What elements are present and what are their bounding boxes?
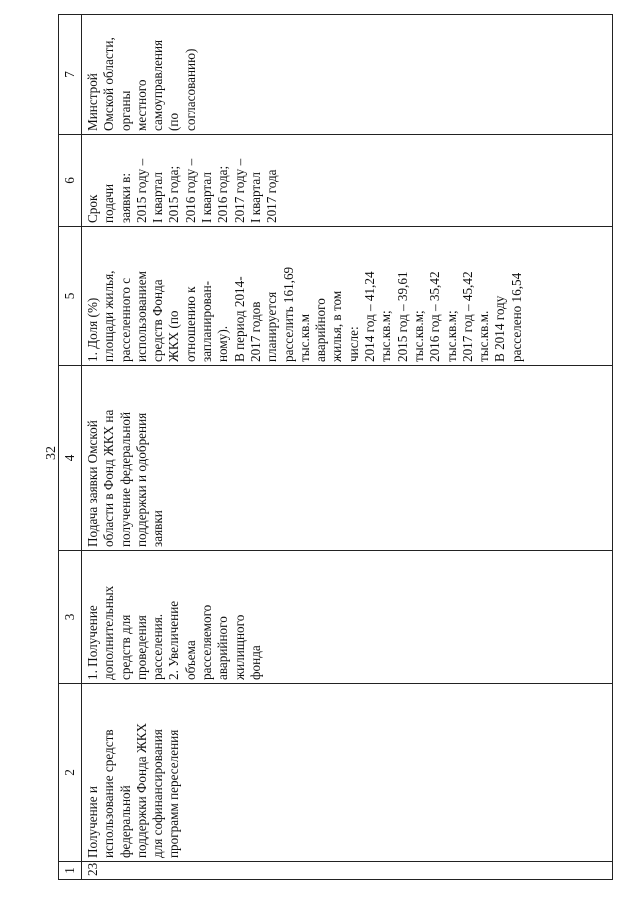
cell-line: I квартал — [150, 172, 166, 223]
cell-line: федеральной — [117, 785, 133, 858]
cell-line: тыс.кв.м. — [476, 310, 492, 362]
program-table — [58, 14, 613, 880]
cell-line: I квартал — [247, 172, 263, 223]
cell-line: подачи — [101, 184, 117, 223]
cell-row-number — [82, 862, 613, 880]
cell-line: 2016 году – — [182, 158, 198, 223]
cell-line: тыс.кв.м; — [410, 310, 426, 362]
cell-line: 2017 году – — [231, 158, 247, 223]
cell-line: жилищного — [231, 614, 247, 680]
col-header-6: 6 — [59, 135, 82, 227]
cell-line: для софинансирования — [150, 729, 166, 858]
cell-line: использование средств — [101, 729, 117, 858]
col-header-7: 7 — [59, 15, 82, 135]
cell-goals — [82, 551, 613, 684]
cell-line: аварийного — [215, 616, 231, 680]
cell-line: тыс.кв.м; — [378, 310, 394, 362]
header-row — [59, 15, 82, 880]
cell-line: В 2014 году — [492, 295, 508, 362]
cell-line: 2. Увеличение — [166, 600, 182, 680]
cell-line: области в Фонд ЖКХ на — [101, 409, 117, 547]
cell-line: Подача заявки Омской — [85, 420, 100, 547]
cell-line: Омской области, — [101, 37, 117, 131]
col-header-1: 1 — [59, 862, 82, 880]
cell-line: отношению к — [182, 286, 198, 362]
cell-line: дополнительных — [101, 585, 117, 680]
cell-line: расселенного с — [117, 277, 133, 362]
cell-line: 1. Получение — [85, 605, 100, 680]
cell-line: I квартал — [199, 172, 215, 223]
cell-line: использованием — [133, 271, 149, 362]
table-row — [82, 15, 613, 880]
cell-line: ному). — [215, 325, 231, 362]
cell-line: 1. Доля (%) — [85, 297, 100, 362]
cell-line: Получение и — [85, 786, 100, 858]
cell-line: согласованию) — [182, 48, 198, 131]
cell-line: жилья, в том — [329, 290, 345, 362]
cell-line: средств для — [117, 614, 133, 680]
cell-responsible — [82, 15, 613, 135]
cell-line: 23 — [85, 862, 100, 876]
rotated-table-container — [58, 15, 613, 880]
cell-deadline — [82, 135, 613, 227]
cell-line: ЖКХ (по — [166, 310, 182, 362]
cell-line: Срок — [85, 194, 100, 223]
cell-line: 2017 годов — [247, 301, 263, 362]
cell-line: фонда — [247, 645, 263, 680]
cell-line: проведения — [133, 615, 149, 680]
cell-line: тыс.кв.м — [296, 313, 312, 362]
cell-line: расселено 16,54 — [508, 272, 524, 362]
cell-line: числе: — [345, 326, 361, 362]
col-header-2: 2 — [59, 684, 82, 862]
cell-line: поддержки Фонда ЖКХ — [133, 722, 149, 858]
cell-line: тыс.кв.м; — [443, 310, 459, 362]
cell-line: 2017 года — [264, 169, 280, 223]
page-number: 32 — [44, 446, 59, 460]
cell-line: В период 2014- — [231, 276, 247, 362]
cell-line: планируется — [264, 291, 280, 362]
cell-indicators — [82, 227, 613, 366]
cell-line: 2016 год – 35,42 — [427, 271, 443, 362]
cell-line: заявки в: — [117, 172, 133, 223]
cell-line: Минстрой — [85, 73, 100, 131]
cell-line: 2015 год – 39,61 — [394, 271, 410, 362]
col-header-3: 3 — [59, 551, 82, 684]
cell-line: 2016 года; — [215, 165, 231, 223]
cell-line: программ переселения — [166, 729, 182, 858]
cell-line: 2017 год – 45,42 — [459, 271, 475, 362]
cell-line: 2015 году – — [133, 158, 149, 223]
cell-line: площади жилья, — [101, 270, 117, 362]
cell-line: 2014 год – 41,24 — [362, 271, 378, 362]
cell-line: расселяемого — [199, 604, 215, 680]
cell-line: органы — [117, 90, 133, 131]
cell-line: расселения. — [150, 613, 166, 680]
cell-line: запланирован- — [199, 280, 215, 362]
cell-line: 2015 года; — [166, 165, 182, 223]
cell-line: аварийного — [313, 298, 329, 362]
cell-line: (по — [166, 112, 182, 131]
cell-line: объема — [182, 640, 198, 680]
cell-action — [82, 366, 613, 551]
col-header-5: 5 — [59, 227, 82, 366]
cell-line: средств Фонда — [150, 279, 166, 362]
cell-activity — [82, 684, 613, 862]
cell-line: заявки — [150, 510, 166, 547]
cell-line: расселить 161,69 — [280, 266, 296, 362]
cell-line: местного — [133, 79, 149, 131]
cell-line: поддержки и одобрения — [133, 412, 149, 547]
col-header-4: 4 — [59, 366, 82, 551]
cell-line: получение федеральной — [117, 411, 133, 547]
cell-line: самоуправления — [150, 39, 166, 131]
